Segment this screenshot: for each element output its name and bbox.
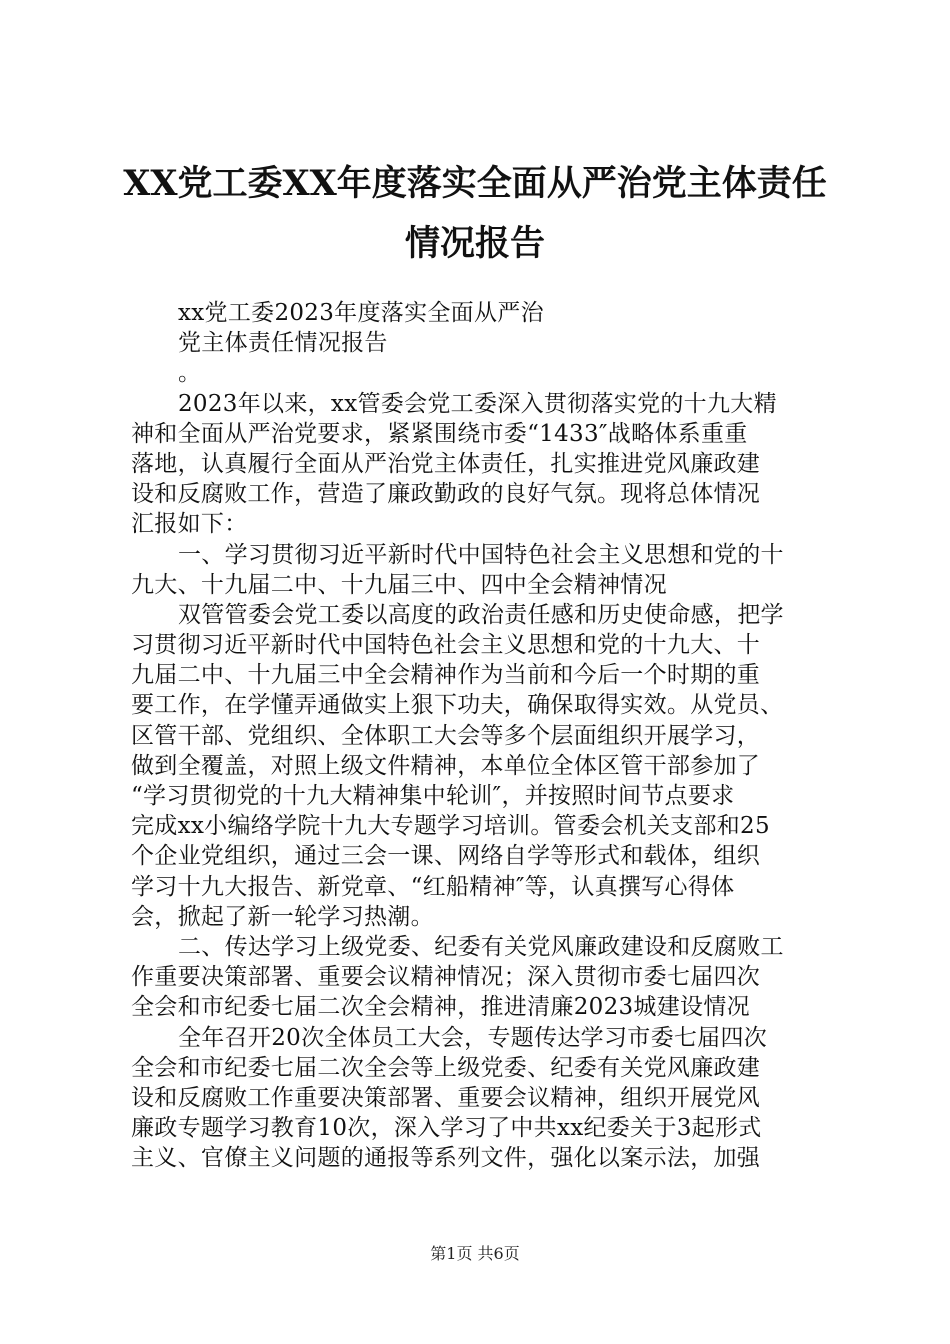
section-heading-line: 作重要决策部署、重要会议精神情况；深入贯彻市委七届四次 — [131, 964, 761, 991]
paragraph-line: 要工作，在学懂弄通做实上狠下功夫，确保取得实效。从党员、 — [131, 692, 784, 719]
paragraph-line: 全会和市纪委七届二次全会等上级党委、纪委有关党风廉政建 — [131, 1054, 761, 1081]
document-body — [131, 298, 831, 1173]
document-title-line-2: 情况报告 — [404, 223, 545, 264]
paragraph-line: 会，掀起了新一轮学习热潮。 — [131, 903, 434, 930]
paragraph-line: 九届二中、十九届三中全会精神作为当前和今后一个时期的重 — [131, 662, 761, 689]
paragraph-line: 区管干部、党组织、全体职工大会等多个层面组织开展学习， — [131, 722, 761, 749]
paragraph-line: 廉政专题学习教育10次，深入学习了中共xx纪委关于3起形式 — [131, 1115, 762, 1142]
subtitle-line: xx党工委2023年度落实全面从严治 — [178, 300, 544, 326]
section-heading-line: 九大、十九届二中、十九届三中、四中全会精神情况 — [131, 571, 667, 598]
paragraph-line: 主义、官僚主义问题的通报等系列文件，强化以案示法，加强 — [131, 1145, 761, 1172]
subtitle-line: 党主体责任情况报告 — [178, 330, 388, 357]
paragraph-line: 设和反腐败工作重要决策部署、重要会议精神，组织开展党风 — [131, 1084, 761, 1111]
paragraph-line: 神和全面从严治党要求，紧紧围绕市委“1433″战略体系重重 — [131, 420, 748, 447]
paragraph-line: 全年召开20次全体员工大会，专题传达学习市委七届四次 — [178, 1024, 768, 1051]
paragraph-line: 习贯彻习近平新时代中国特色社会主义思想和党的十九大、十 — [131, 632, 761, 659]
paragraph-line: 完成xx小编络学院十九大专题学习培训。管委会机关支部和25 — [131, 813, 770, 840]
paragraph-line: 汇报如下： — [131, 511, 248, 538]
paragraph-line: 学习十九大报告、新党章、“红船精神″等，认真撰写心得体 — [131, 873, 735, 900]
document-title-line-1: XX党工委XX年度落实全面从严治党主体责任 — [123, 163, 827, 204]
paragraph-line: 设和反腐败工作，营造了廉政勤政的良好气氛。现将总体情况 — [131, 481, 761, 508]
paragraph-line: 双管管委会党工委以高度的政治责任感和历史使命感，把学 — [178, 601, 784, 628]
page-number: 第1页 共6页 — [430, 1244, 520, 1263]
section-heading-line: 一、学习贯彻习近平新时代中国特色社会主义思想和党的十 — [178, 541, 784, 568]
paragraph-line: 2023年以来，xx管委会党工委深入贯彻落实党的十九大精 — [178, 390, 777, 417]
paragraph-line: 落地，认真履行全面从严治党主体责任，扎实推进党风廉政建 — [131, 450, 761, 477]
paragraph-line: “学习贯彻党的十九大精神集中轮训″，并按照时间节点要求 — [131, 783, 735, 809]
paragraph-line: 个企业党组织，通过三会一课、网络自学等形式和载体，组织 — [131, 843, 761, 870]
page-footer — [0, 1244, 950, 1264]
punctuation-line: 。 — [178, 360, 202, 387]
section-heading-line: 全会和市纪委七届二次全会精神，推进清廉2023城建设情况 — [131, 994, 750, 1021]
section-heading-line: 二、传达学习上级党委、纪委有关党风廉政建设和反腐败工 — [178, 933, 784, 960]
paragraph-line: 做到全覆盖，对照上级文件精神，本单位全体区管干部参加了 — [131, 752, 761, 779]
